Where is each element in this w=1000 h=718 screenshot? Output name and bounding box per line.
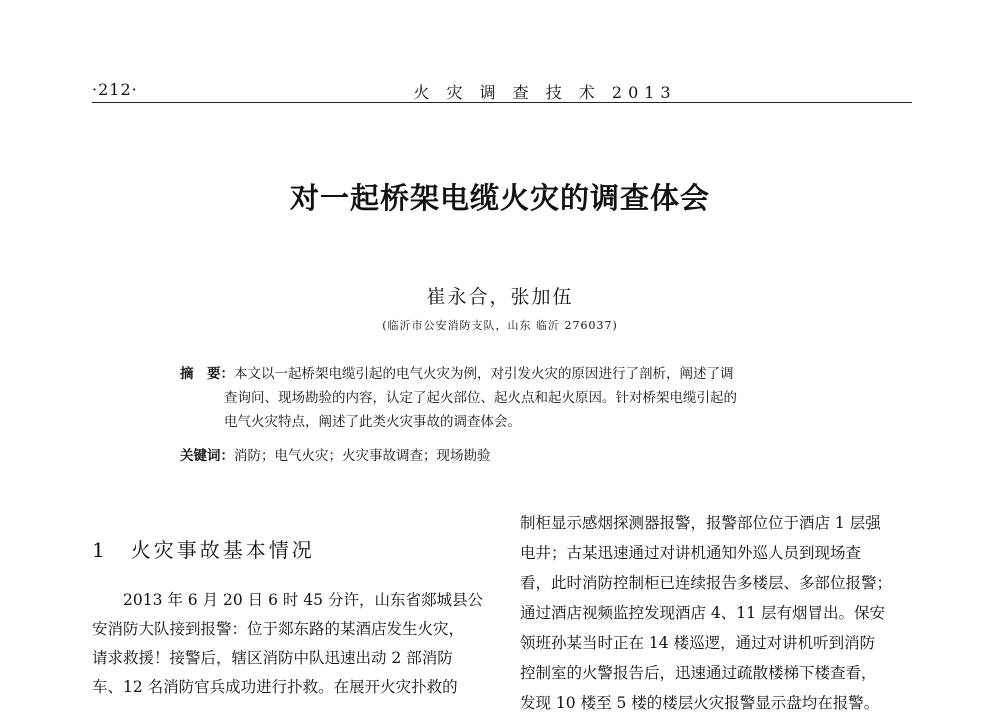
abstract-line: 查询问、现场勘验的内容，认定了起火部位、起火点和起火原因。针对桥架电缆引起的 [224,390,737,406]
abstract-line [180,362,845,386]
abstract [180,362,845,434]
body-column-left [92,586,492,702]
keywords-label: 关键词： [180,448,234,464]
body-line: 领班孙某当时正在 14 楼巡逻，通过对讲机听到消防 [520,634,876,652]
article-title: 对一起桥架电缆火灾的调查体会 [289,181,710,215]
keywords [180,444,845,464]
body-line: 安消防大队接到报警：位于郯东路的某酒店发生火灾， [92,620,465,638]
keywords-text: 消防；电气火灾；火灾事故调查；现场勘验 [234,448,491,464]
body-line: 请求救援！接警后，辖区消防中队迅速出动 2 部消防 [92,649,453,667]
authors: 崔永合，张加伍 [426,286,574,308]
abstract-line: 电气火灾特点，阐述了此类火灾事故的调查体会。 [224,414,521,430]
affiliation: (临沂市公安消防支队，山东 临沂 276037) [382,319,618,332]
body-line: 电井；古某迅速通过对讲机通知外巡人员到现场查 [520,544,862,562]
body-line: 车、12 名消防官兵成功进行扑救。在展开火灾扑救的 [92,678,458,696]
abstract-text: 本文以一起桥架电缆引起的电气火灾为例，对引发火灾的原因进行了剖析，阐述了调 [234,366,734,382]
abstract-label: 摘 要： [180,366,234,382]
body-line: 发现 10 楼至 5 楼的楼层火灾报警显示盘均在报警。 [520,694,880,712]
body-line: 通过酒店视频监控发现酒店 4、11 层有烟冒出。保安 [520,604,885,622]
body-line: 控制室的火警报告后，迅速通过疏散楼梯下楼查看， [520,664,877,682]
running-title: 火 灾 调 查 技 术 2013 [413,83,677,102]
body-line: 看，此时消防控制柜已连续报告多楼层、多部位报警； [520,574,893,592]
page-number: ·212· [92,80,138,99]
body-line: 2013 年 6 月 20 日 6 时 45 分许，山东省郯城县公 [123,591,483,609]
section-heading: 1 火灾事故基本情况 [92,538,315,562]
body-column-right [520,508,915,718]
header-rule [92,102,912,103]
body-line: 制柜显示感烟探测器报警，报警部位位于酒店 1 层强 [520,514,881,532]
